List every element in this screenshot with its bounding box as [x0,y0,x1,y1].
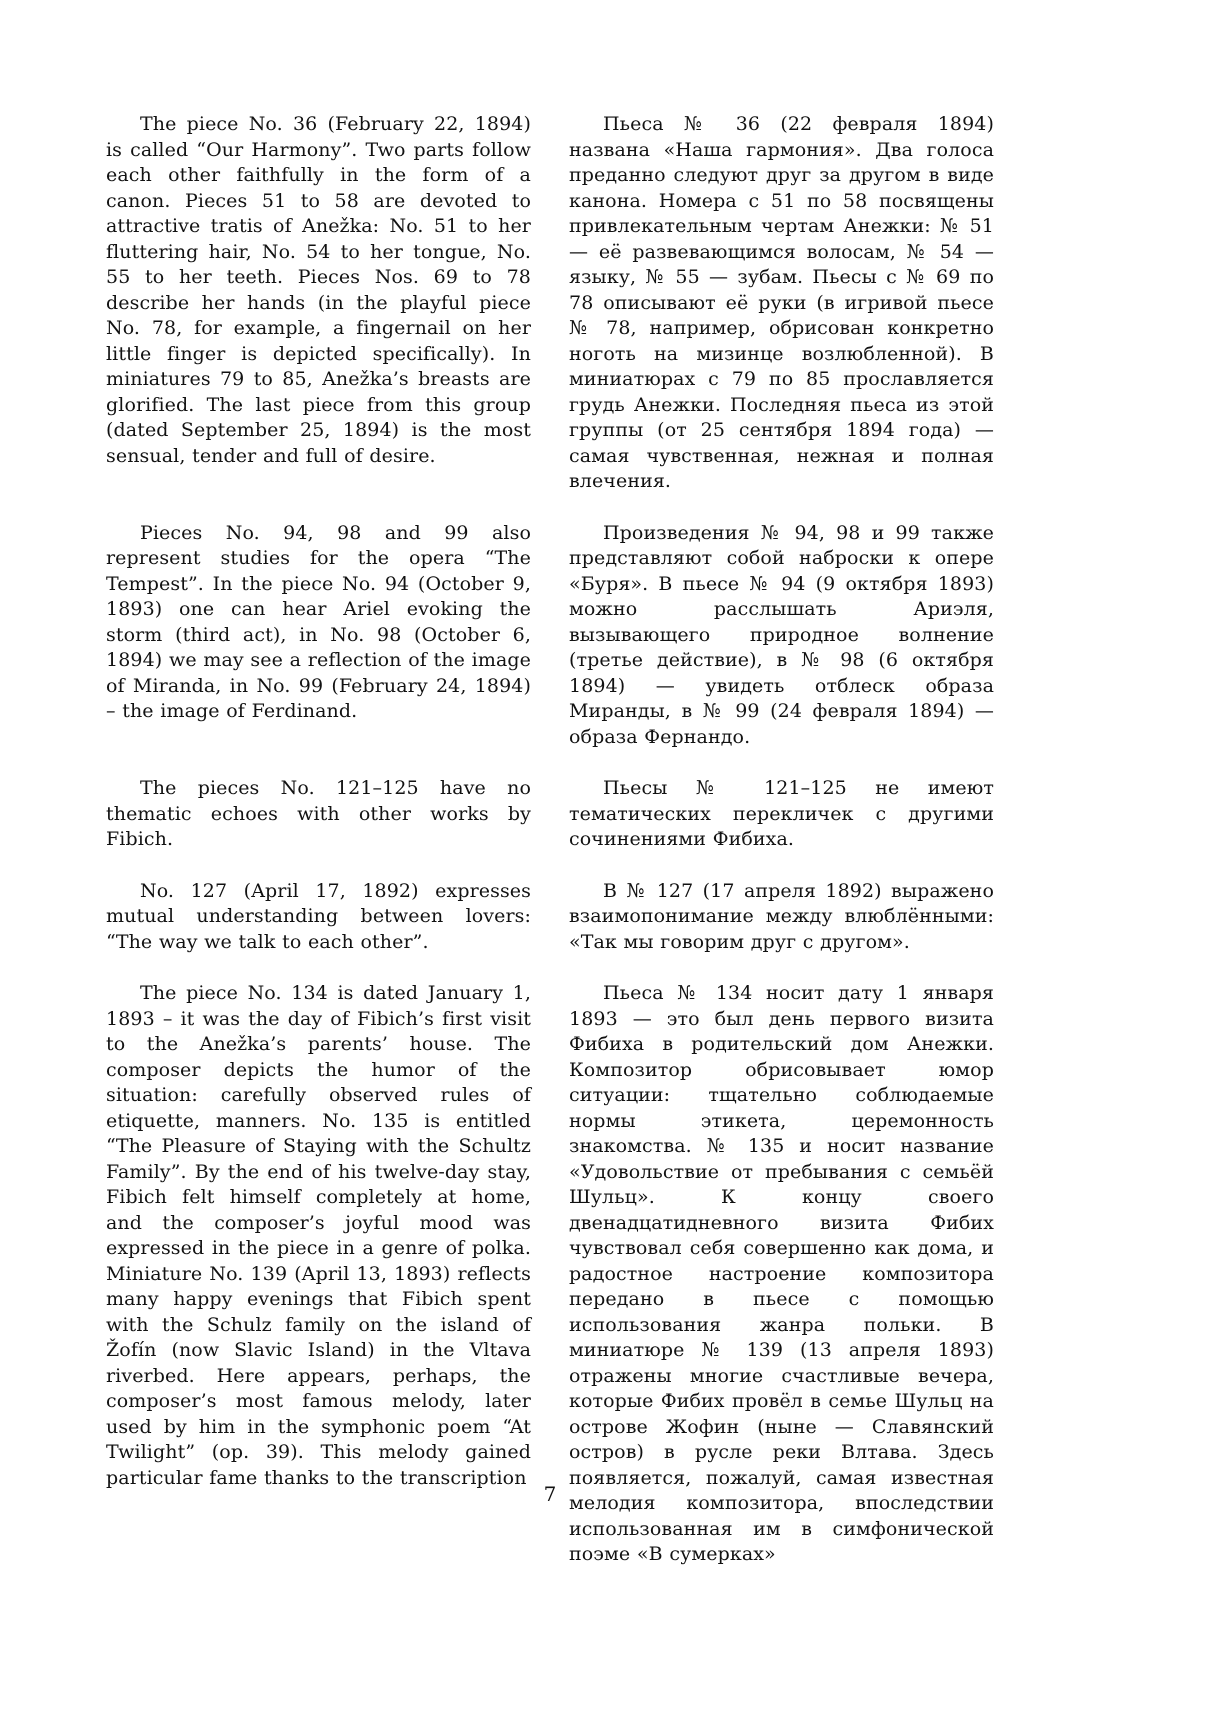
paragraph-pair-3 [106,776,994,853]
paragraph-en-1: The piece No. 36 (February 22, 1894) is called “Our Harmony”. Two parts follow each other faithfully in the form of a canon. Pieces 51 to 58 are devoted to attractive tratis of Anežka: No. 51 to her fluttering hair, No. 54 to her tongue, No. 55 to her teeth. Pieces Nos. 69 to 78 describe her hands (in the playful piece No. 78, for example, a fingernail on her little finger is depicted specifically). In miniatures 79 to 85, Anežka’s breasts are glorified. The last piece from this group (dated September 25, 1894) is the most sensual, tender and full of desire. [106,113,531,467]
paragraph-en-5: The piece No. 134 is dated January 1, 1893 – it was the day of Fibich’s first visit to the Anežka’s parents’ house. The composer depicts the humor of the situation: carefully observed rules of etiquette, manners. No. 135 is entitled “The Pleasure of Staying with the Schultz Family”. By the end of his twelve-day stay, Fibich felt himself completely at home, and the composer’s joyful mood was expressed in the piece in a genre of polka. Miniature No. 139 (April 13, 1893) reflects many happy evenings that Fibich spent with the Schulz family on the island of Žofín (now Slavic Island) in the Vltava riverbed. Here appears, perhaps, the composer’s most famous melody, later used by him in the symphonic poem “At Twilight” (op. 39). This melody gained particular fame thanks to the transcription [106,982,531,1489]
paragraph-pair-4 [106,879,994,956]
paragraph-en-3: The pieces No. 121–125 have no thematic echoes with other works by Fibich. [106,777,531,850]
paragraph-ru-2: Произведения № 94, 98 и 99 также представляют собой наброски к опере «Буря». В пьесе № 94 (9 октября 1893) можно расслышать Ариэля, вызывающего природное волнение (третье действие), в № 98 (6 октября 1894) — увидеть отблеск образа Миранды, в № 99 (24 февраля 1894) — образа Фернандо. [569,521,994,748]
paragraph-ru-4: В № 127 (17 апреля 1892) выражено взаимопонимание между влюблёнными: «Так мы говорим друг с другом». [569,879,994,953]
paragraph-en-2: Pieces No. 94, 98 and 99 also represent studies for the opera “The Tempest”. In the piece No. 94 (October 9, 1893) one can hear Ariel evoking the storm (third act), in No. 98 (October 6, 1894) we may see a reflection of the image of Miranda, in No. 99 (February 24, 1894) – the image of Ferdinand. [106,521,531,722]
paragraph-ru-3: Пьесы № 121–125 не имеют тематических перекличек с другими сочинениями Фибиха. [569,777,994,850]
paragraph-ru-1: Пьеса № 36 (22 февраля 1894) названа «Наша гармония». Два голоса преданно следуют друг за другом в виде канона. Номера с 51 по 58 посвящены привлекательным чертам Анежки: № 51 — её развевающимся волосам, № 54 — языку, № 55 — зубам. Пьесы с № 69 по 78 описывают её руки (в игривой пьесе № 78, например, обрисован конкретно ноготь на мизинце возлюбленной). В миниатюрах с 79 по 85 прославляется грудь Анежки. Последняя пьеса из этой группы (от 25 сентября 1894 года) — самая чувственная, нежная и полная влечения. [569,113,994,492]
paragraph-ru-5: Пьеса № 134 носит дату 1 января 1893 — это был день первого визита Фибиха в родительский дом Анежки. Композитор обрисовывает юмор ситуации: тщательно соблюдаемые нормы этикета, церемонность знакомства. № 135 и носит название «Удовольствие от пребывания с семьёй Шульц». К концу своего двенадцатидневного визита Фибих чувствовал себя совершенно как дома, и радостное настроение композитора передано в пьесе с помощью использования жанра польки. В миниатюре № 139 (13 апреля 1893) отражены многие счастливые вечера, которые Фибих провёл в семье Шульц на острове Жофин (ныне — Славянский остров) в русле реки Влтава. Здесь появляется, пожалуй, самая известная мелодия композитора, впоследствии использованная им в симфонической поэме «В сумерках» [569,982,994,1565]
page-number: 7 [543,1482,557,1506]
paragraph-pair-5 [106,981,994,1568]
two-column-text-block [106,112,994,1594]
paragraph-en-4: No. 127 (April 17, 1892) expresses mutual understanding between lovers: “The way we talk to each other”. [106,879,531,953]
paragraph-pair-2 [106,521,994,751]
paragraph-pair-1 [106,112,994,495]
